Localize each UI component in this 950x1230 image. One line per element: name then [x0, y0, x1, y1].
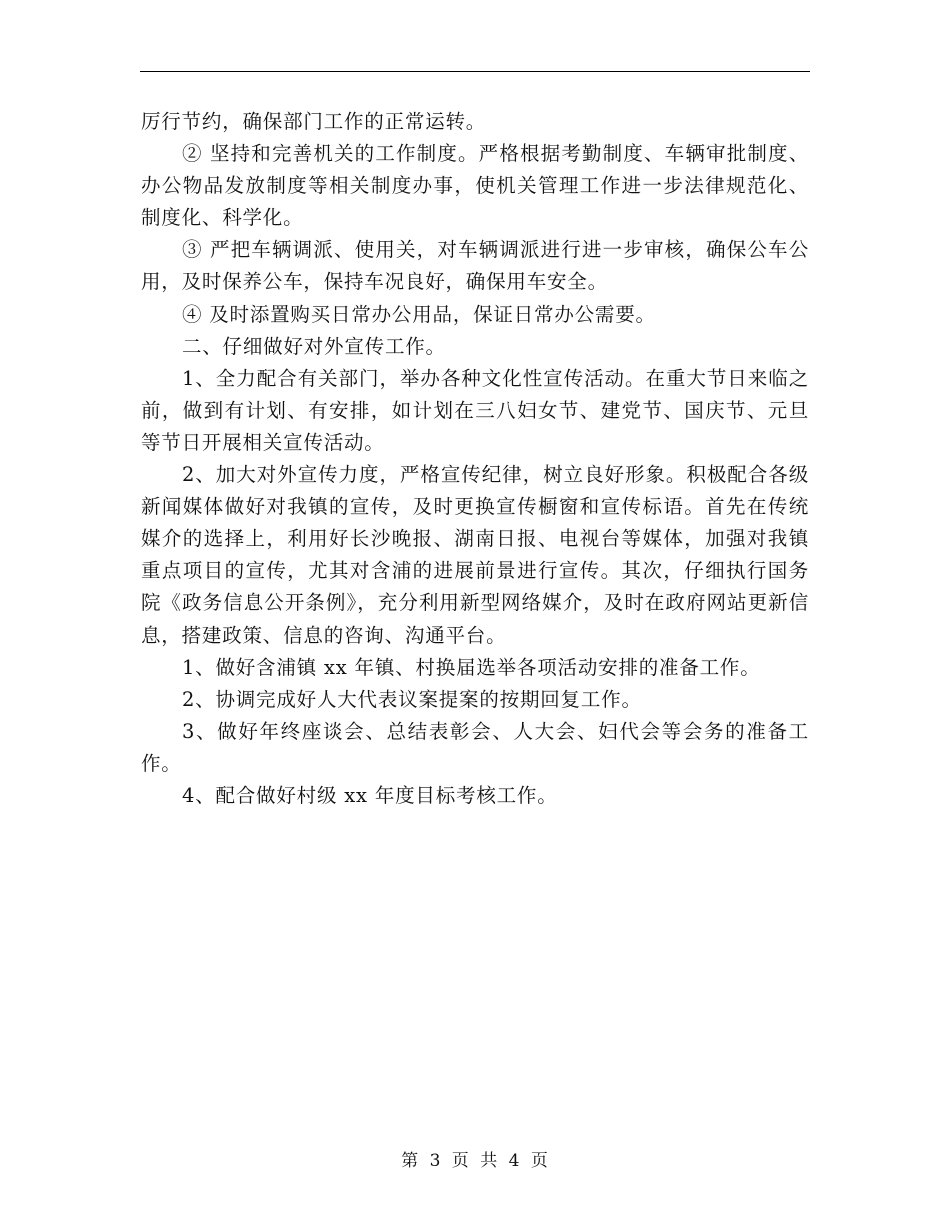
paragraph-11: 4、配合做好村级 xx 年度目标考核工作。 — [181, 783, 558, 807]
header-rule — [140, 71, 810, 72]
paragraph-3: ③ 严把车辆调派、使用关，对车辆调派进行进一步审核，确保公车公用，及时保养公车，保持车况良好，确保用车安全。 — [141, 238, 809, 294]
page-number: 第 3 页 共 4 页 — [401, 1151, 549, 1171]
paragraph-8: 1、做好含浦镇 xx 年镇、村换届选举各项活动安排的准备工作。 — [181, 655, 761, 679]
paragraph-7: 2、加大对外宣传力度，严格宣传纪律，树立良好形象。积极配合各级新闻媒体做好对我镇的宣传，及时更换宣传橱窗和宣传标语。首先在传统媒介的选择上，利用好长沙晚报、湖南日报、电视台等媒体，加强对我镇重点项目的宣传，尤其对含浦的进展前景进行宣传。其次，仔细执行国务院《政务信息公开条例》，充分利用新型网络媒介，及时在政府网站更新信息，搭建政策、信息的咨询、沟通平台。 — [141, 463, 809, 647]
document-body — [141, 106, 809, 812]
paragraph-10: 3、做好年终座谈会、总结表彰会、人大会、妇代会等会务的准备工作。 — [141, 719, 809, 775]
paragraph-9: 2、协调完成好人大代表议案提案的按期回复工作。 — [181, 687, 642, 711]
paragraph-6: 1、全力配合有关部门，举办各种文化性宣传活动。在重大节日来临之前，做到有计划、有安排，如计划在三八妇女节、建党节、国庆节、元旦等节日开展相关宣传活动。 — [141, 366, 809, 454]
paragraph-2: ② 坚持和完善机关的工作制度。严格根据考勤制度、车辆审批制度、办公物品发放制度等相关制度办事，使机关管理工作进一步法律规范化、制度化、科学化。 — [141, 142, 809, 230]
section-heading: 二、仔细做好对外宣传工作。 — [181, 334, 446, 358]
paragraph-1: 厉行节约，确保部门工作的正常运转。 — [141, 110, 487, 133]
paragraph-4: ④ 及时添置购买日常办公用品，保证日常办公需要。 — [181, 302, 656, 326]
